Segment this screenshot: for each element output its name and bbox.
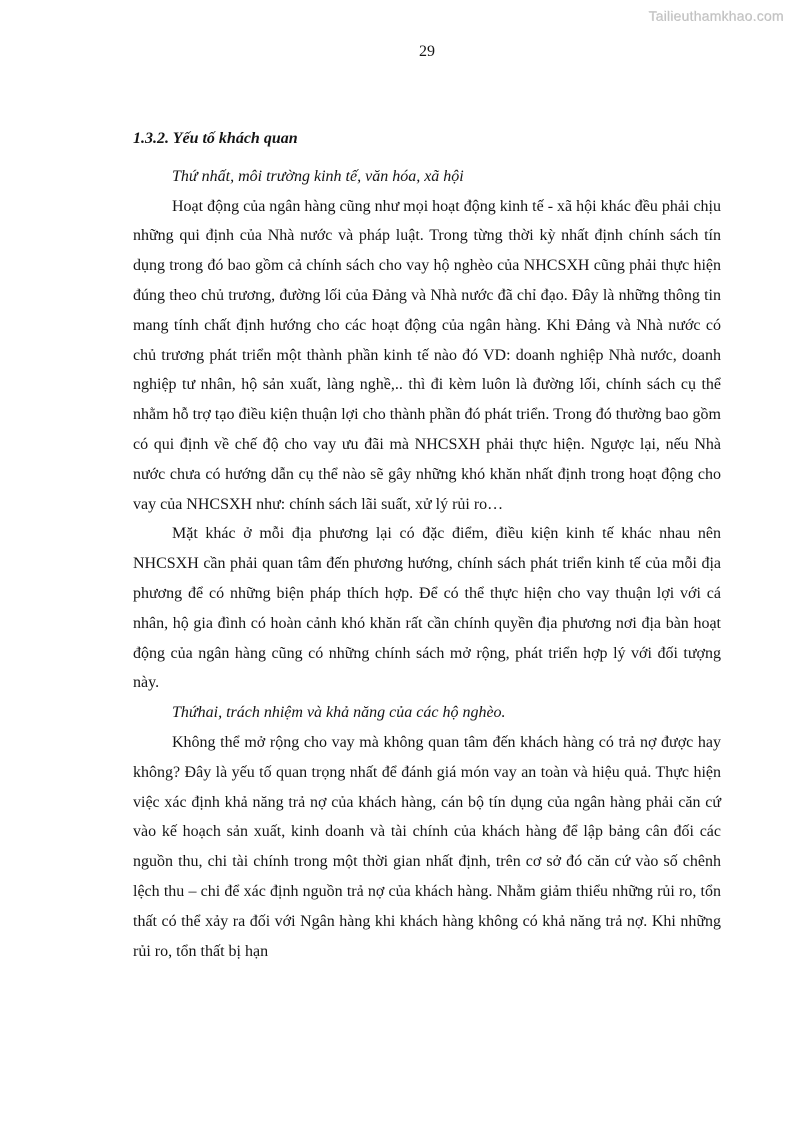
- paragraph: Hoạt động của ngân hàng cũng như mọi hoạt động kinh tế - xã hội khác đều phải chịu những qui định của Nhà nước và pháp luật. Trong từng thời kỳ nhất định chính sách tín dụng trong đó bao gồm cả chính sách cho vay hộ nghèo của NHCSXH cũng phải thực hiện đúng theo chủ trương, đường lối của Đảng và Nhà nước đã chỉ đạo. Đây là những thông tin mang tính chất định hướng cho các hoạt động của ngân hàng. Khi Đảng và Nhà nước có chủ trương phát triển một thành phần kinh tế nào đó VD: doanh nghiệp Nhà nước, doanh nghiệp tư nhân, hộ sản xuất, làng nghề,.. thì đi kèm luôn là đường lối, chính sách cụ thể nhằm hỗ trợ tạo điều kiện thuận lợi cho thành phần đó phát triển. Trong đó thường bao gồm có qui định về chế độ cho vay ưu đãi mà NHCSXH phải thực hiện. Ngược lại, nếu Nhà nước chưa có hướng dẫn cụ thể nào sẽ gây những khó khăn nhất định trong hoạt động cho vay của NHCSXH như: chính sách lãi suất, xử lý rủi ro…: [133, 197, 721, 513]
- document-body: [133, 124, 721, 966]
- site-watermark: Tailieuthamkhao.com: [648, 8, 784, 24]
- page-number: 29: [419, 43, 435, 60]
- paragraph: Mặt khác ở mỗi địa phương lại có đặc điểm, điều kiện kinh tế khác nhau nên NHCSXH cần phải quan tâm đến phương hướng, chính sách phát triển kinh tế của mỗi địa phương để có những biện pháp thích hợp. Để có thể thực hiện cho vay thuận lợi với cá nhân, hộ gia đình có hoàn cảnh khó khăn rất cần chính quyền địa phương nơi địa bàn hoạt động của ngân hàng cũng có những chính sách mở rộng, phát triển hợp lý với đối tượng này.: [133, 525, 721, 692]
- section-heading: 1.3.2. Yếu tố khách quan: [133, 130, 298, 147]
- subheading-first: Thứ nhất, môi trường kinh tế, văn hóa, xã hội: [172, 167, 464, 185]
- subheading-second: Thứhai, trách nhiệm và khả năng của các hộ nghèo.: [172, 704, 506, 722]
- paragraph: Không thể mở rộng cho vay mà không quan tâm đến khách hàng có trả nợ được hay không? Đây là yếu tố quan trọng nhất để đánh giá món vay an toàn và hiệu quả. Thực hiện việc xác định khả năng trả nợ của khách hàng, cán bộ tín dụng của ngân hàng phải căn cứ vào kế hoạch sản xuất, kinh doanh và tài chính của khách hàng để lập bảng cân đối các nguồn thu, chi tài chính trong một thời gian nhất định, trên cơ sở đó căn cứ vào số chênh lệch thu – chi để xác định nguồn trả nợ của khách hàng. Nhằm giảm thiểu những rủi ro, tổn thất có thể xảy ra đối với Ngân hàng khi khách hàng không có khả năng trả nợ. Khi những rủi ro, tổn thất bị hạn: [133, 733, 721, 960]
